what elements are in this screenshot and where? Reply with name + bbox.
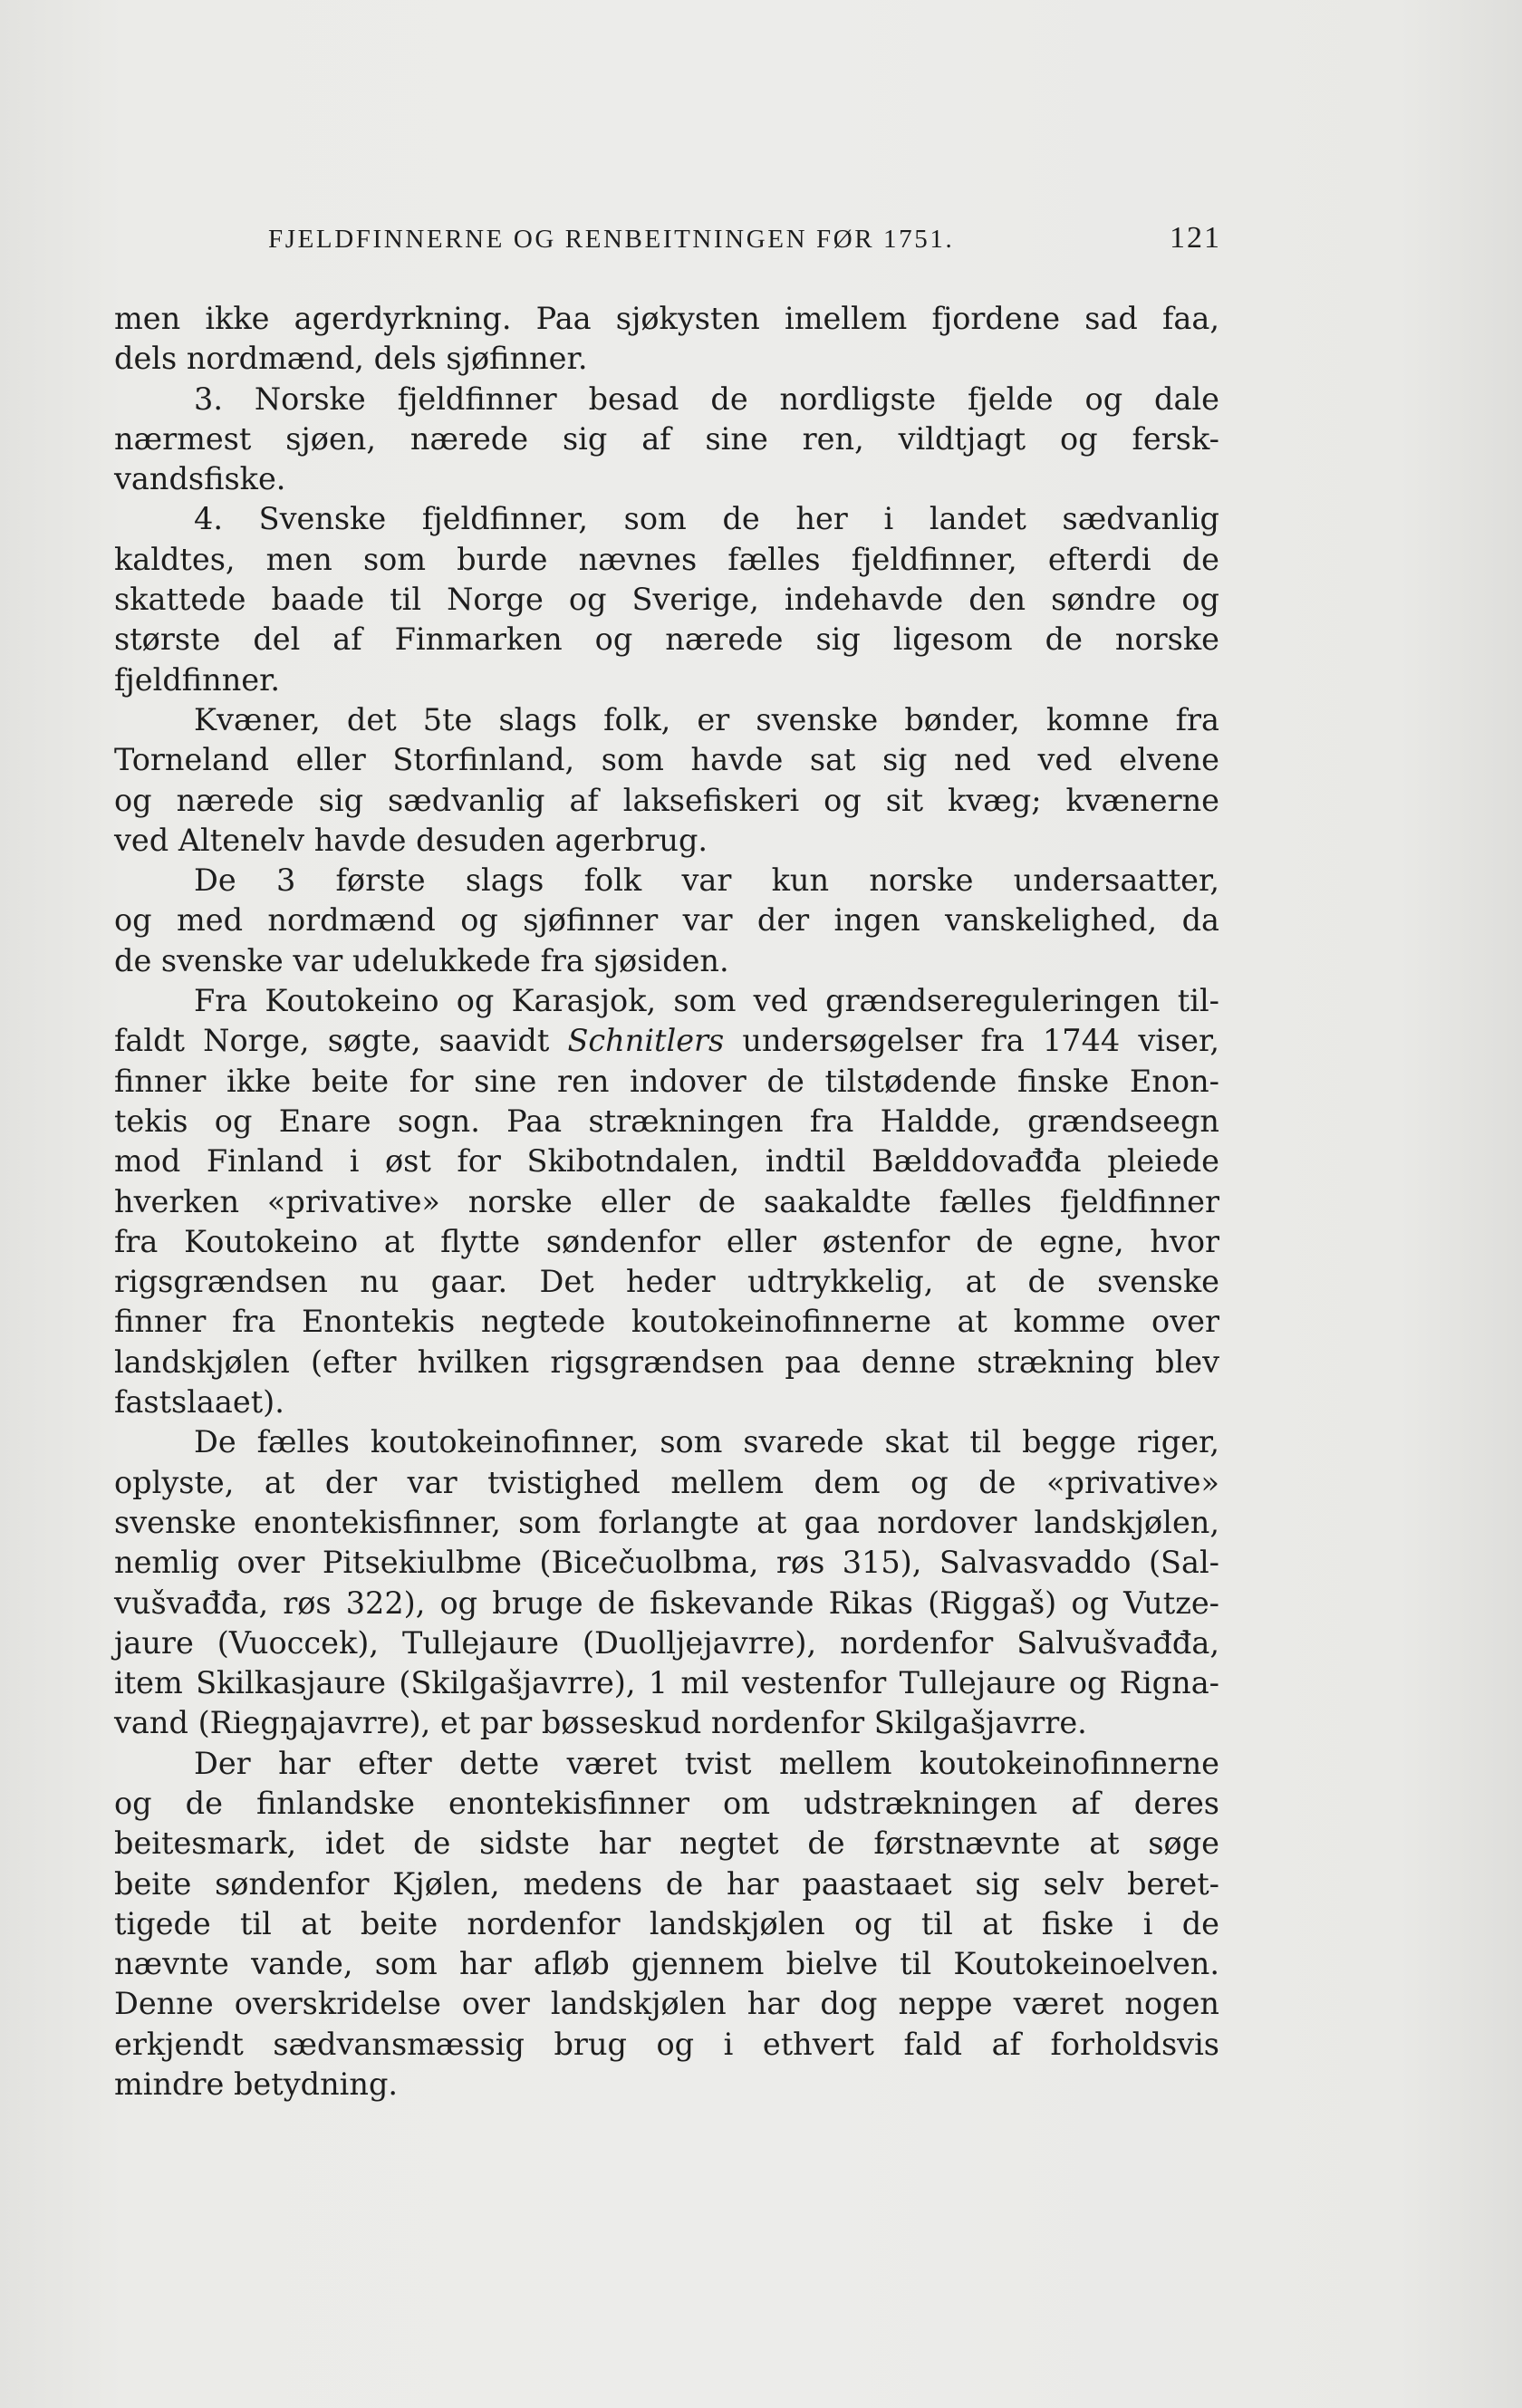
text-line: finner fra Enontekis negtede koutokeinofinnerne at komme over — [114, 1304, 1219, 1340]
text-line: tigede til at beite nordenfor landskjølen og til at fiske i de — [114, 1905, 1219, 1941]
text-line: og nærede sig sædvanlig af laksefiskeri og sit kvæg; kvænerne — [114, 782, 1219, 818]
text-line: 4. Svenske fjeldfinner, som de her i landet sædvanlig — [194, 501, 1219, 537]
text-line: største del af Finmarken og nærede sig ligesom de norske — [114, 621, 1219, 658]
text-line: og de finlandske enontekisfinner om udstrækningen af deres — [114, 1785, 1219, 1821]
text-line: jaure (Vuoccek), Tullejaure (Duolljejavrre), nordenfor Salvušvađđa, — [114, 1624, 1219, 1661]
text-line: nævnte vande, som har afløb gjennem bielve til Koutokeinoelven. — [114, 1946, 1219, 1982]
text-line: erkjendt sædvansmæssig brug og i ethvert fald af forholdsvis — [114, 2026, 1219, 2062]
page-number: 121 — [1170, 221, 1221, 255]
text-line: de svenske var udelukkede fra sjøsiden. — [114, 942, 729, 978]
text-line: skattede baade til Norge og Sverige, indehavde den søndre og — [114, 582, 1219, 618]
body-text — [114, 299, 1219, 2105]
text-line: nemlig over Pitsekiulbme (Bicečuolbma, røs 315), Salvasvaddo (Sal- — [114, 1545, 1219, 1581]
author-name: Schnitlers — [567, 1023, 725, 1059]
text-line: og med nordmænd og sjøfinner var der ingen vanskelighed, da — [114, 902, 1219, 939]
text-line: dels nordmænd, dels sjøfinner. — [114, 341, 588, 377]
text-line: beitesmark, idet de sidste har negtet de førstnævnte at søge — [114, 1825, 1219, 1862]
text-line: beite søndenfor Kjølen, medens de har paastaaet sig selv beret- — [114, 1865, 1219, 1902]
page-header — [268, 221, 1221, 261]
text-line: svenske enontekisfinner, som forlangte at gaa nordover landskjølen, — [114, 1504, 1219, 1540]
text-line: kaldtes, men som burde nævnes fælles fjeldfinner, efterdi de — [114, 541, 1219, 577]
text-line: vušvađđa, røs 322), og bruge de fiskevande Rikas (Riggaš) og Vutze- — [114, 1584, 1219, 1621]
text-line: oplyste, at der var tvistighed mellem dem og de «privative» — [114, 1464, 1219, 1500]
text-line: hverken «privative» norske eller de saakaldte fælles fjeldfinner — [114, 1183, 1219, 1219]
text-line: finner ikke beite for sine ren indover de tilstødende finske Enon- — [114, 1063, 1219, 1099]
text-line: nærmest sjøen, nærede sig af sine ren, vildtjagt og fersk- — [114, 420, 1219, 457]
text-line: De fælles koutokeinofinner, som svarede skat til begge riger, — [194, 1424, 1219, 1460]
text-line: Torneland eller Storfinland, som havde sat sig ned ved elvene — [114, 742, 1219, 778]
text-line: Kvæner, det 5te slags folk, er svenske bønder, komne fra — [194, 701, 1219, 737]
text-line: ved Altenelv havde desuden agerbrug. — [114, 822, 708, 858]
text-line: Fra Koutokeino og Karasjok, som ved grændsereguleringen til- — [194, 983, 1219, 1019]
text-line: 3. Norske fjeldfinner besad de nordligste fjelde og dale — [194, 380, 1219, 417]
text-line: Denne overskridelse over landskjølen har dog neppe været nogen — [114, 1986, 1219, 2022]
text-line: tekis og Enare sogn. Paa strækningen fra Haldde, grændseegn — [114, 1103, 1219, 1139]
text-line: rigsgrændsen nu gaar. Det heder udtrykkelig, at de svenske — [114, 1264, 1219, 1300]
text-line: fra Koutokeino at flytte søndenfor eller østenfor de egne, hvor — [114, 1223, 1219, 1259]
running-title: FJELDFINNERNE OG RENBEITNINGEN FØR 1751. — [268, 225, 955, 254]
text-line: item Skilkasjaure (Skilgašjavrre), 1 mil vestenfor Tullejaure og Rigna- — [114, 1665, 1219, 1701]
text-line: men ikke agerdyrkning. Paa sjøkysten imellem fjordene sad faa, — [114, 301, 1219, 336]
text-line: faldt Norge, søgte, saavidt Schnitlers undersøgelser fra 1744 viser, — [114, 1023, 1219, 1059]
text-line: vandsfiske. — [114, 461, 286, 497]
text-line: fjeldfinner. — [114, 661, 281, 698]
text-line: De 3 første slags folk var kun norske undersaatter, — [194, 862, 1219, 899]
text-line: fastslaaet). — [114, 1384, 284, 1421]
text-line: vand (Riegŋajavrre), et par bøsseskud nordenfor Skilgašjavrre. — [114, 1705, 1087, 1741]
text-line: mindre betydning. — [114, 2066, 399, 2103]
text-line: Der har efter dette været tvist mellem koutokeinofinnerne — [194, 1745, 1219, 1781]
text-line: mod Finland i øst for Skibotndalen, indtil Bælddovađđa pleiede — [114, 1143, 1219, 1180]
text-line: landskjølen (efter hvilken rigsgrændsen paa denne strækning blev — [114, 1344, 1219, 1380]
